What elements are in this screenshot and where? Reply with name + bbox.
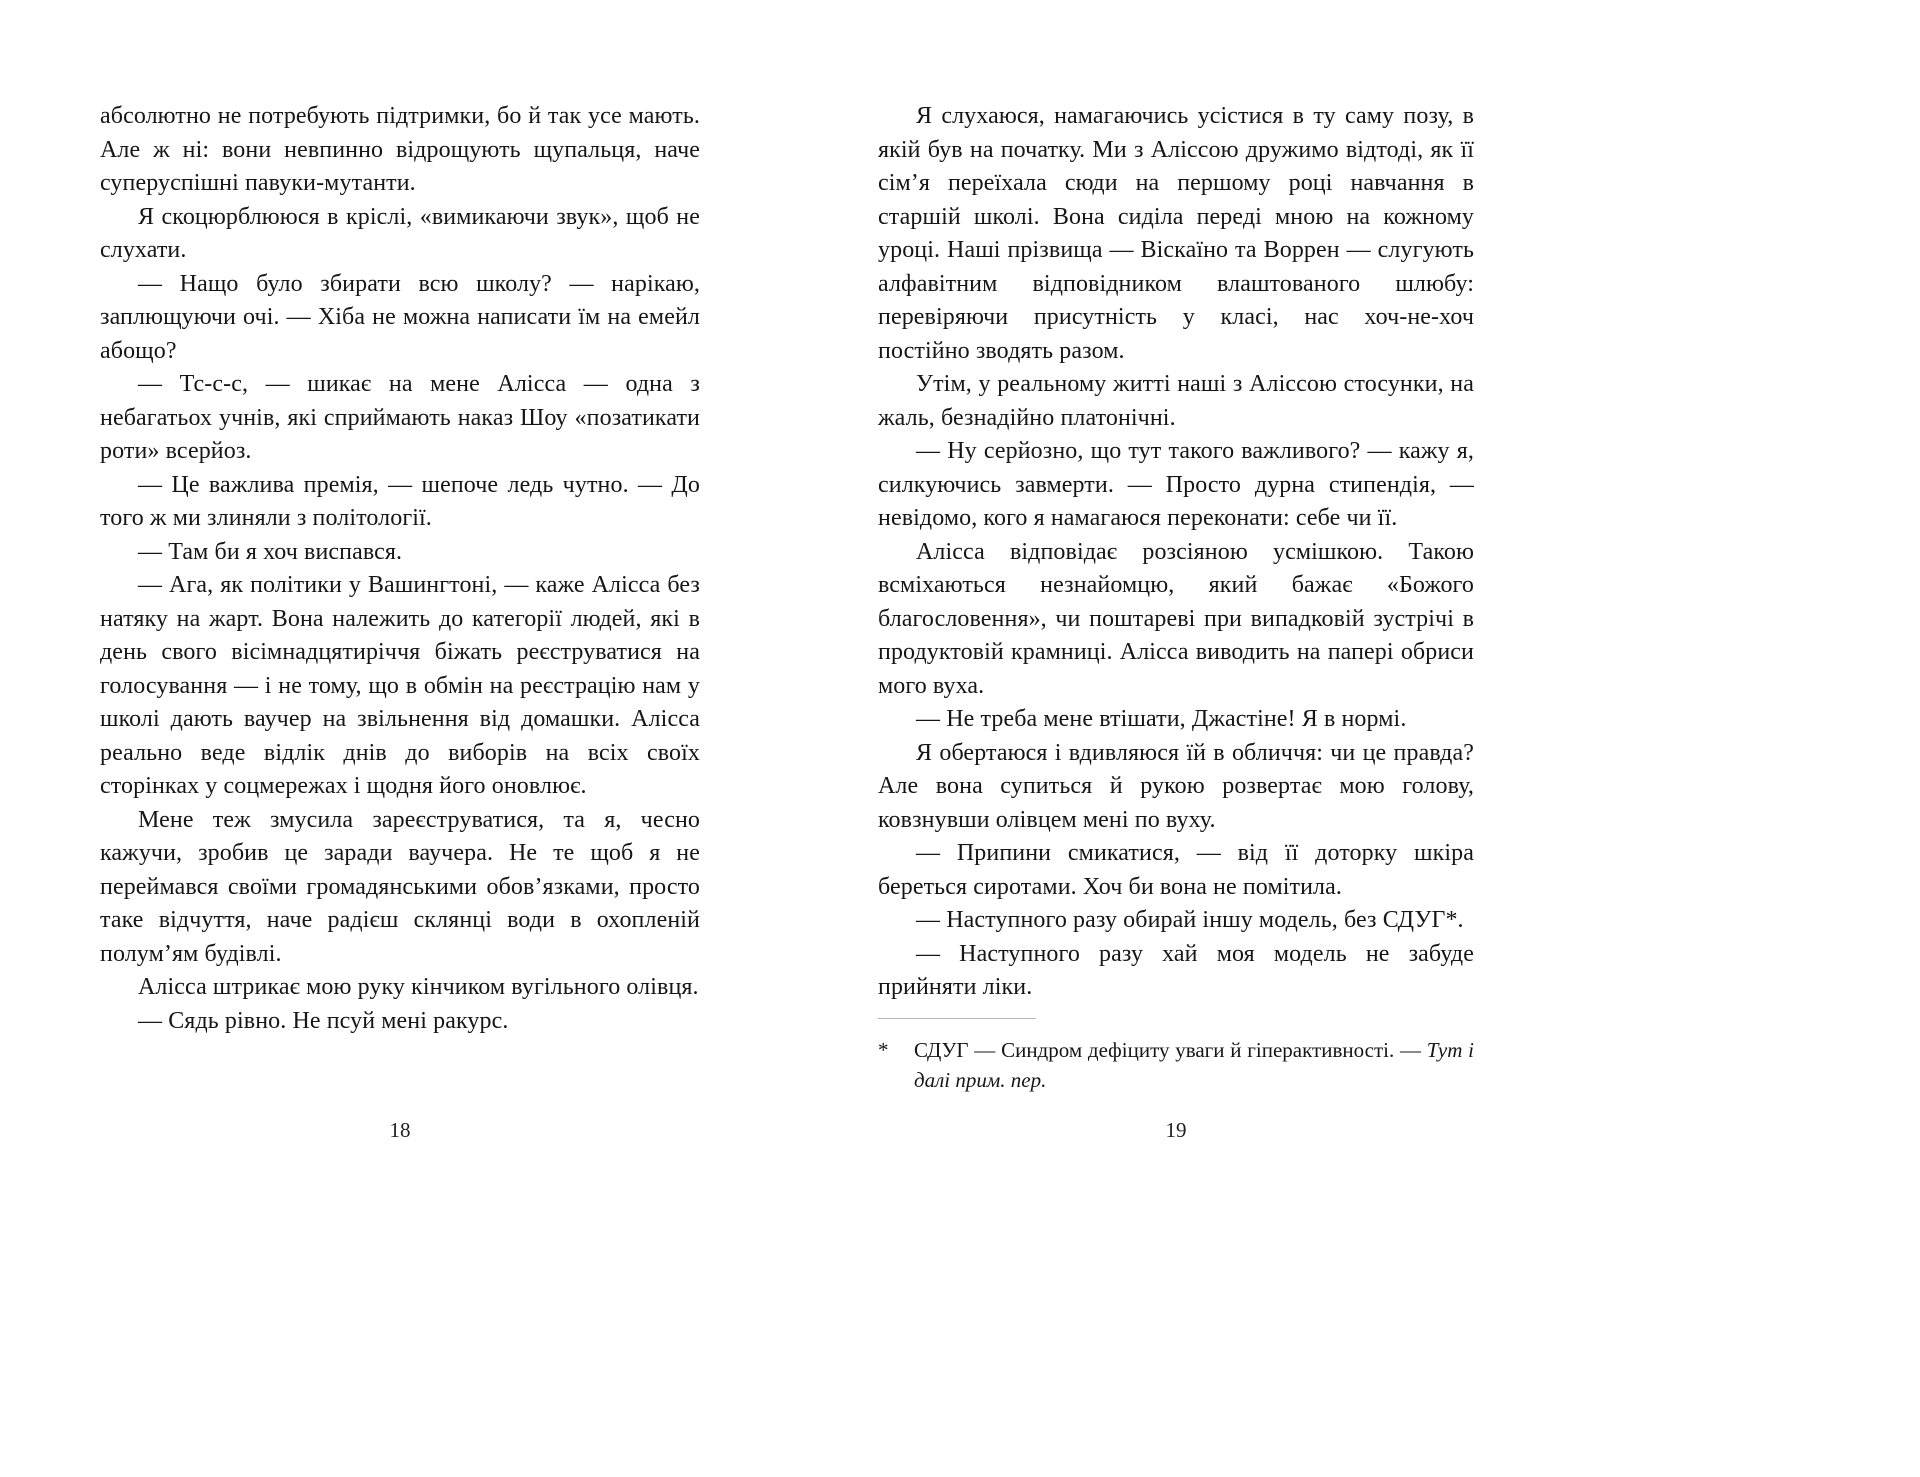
footnote-area [878, 1018, 1474, 1095]
footnote-italic-text: Тут і далі прим. пер. [914, 1038, 1475, 1092]
paragraph: Я скоцюрблююся в кріслі, «вимикаючи звук», щоб не слухати. [100, 203, 700, 263]
footnote-text [914, 1038, 1474, 1092]
right-page [878, 100, 1474, 1400]
paragraph: Алісса відповідає розсіяною усмішкою. Такою всміхаються незнайомцю, який бажає «Божого благословення», чи поштареві при випадковій зустрічі в продуктовій крамниці. Алісса виводить на папері обриси мого вуха. [878, 538, 1474, 699]
left-page-number: 18 [389, 1118, 411, 1142]
paragraph: — Ага, як політики у Вашингтоні, — каже Алісса без натяку на жарт. Вона належить до категорії людей, які в день свого вісімнадцятиріччя біжать реєструватися на голосування — і не тому, що в обмін на реєстрацію нам у школі дають ваучер на звільнення від домашки. Алісса реально веде відлік днів до виборів на всіх своїх сторінках у соцмережах і щодня його оновлює. [100, 572, 700, 799]
footnote-regular-text: СДУГ — Синдром дефіциту уваги й гіперактивності. — [914, 1038, 1427, 1062]
left-page-text [100, 100, 700, 1038]
left-page [100, 100, 700, 1400]
paragraph: абсолютно не потребують підтримки, бо й так усе мають. Але ж ні: вони невпинно відрощують щупальця, наче суперуспішні павуки-мутанти. [100, 103, 700, 196]
footnote-marker: * [878, 1038, 889, 1062]
paragraph: — Наступного разу обирай іншу модель, без СДУГ*. [916, 907, 1464, 933]
paragraph: — Це важлива премія, — шепоче ледь чутно. — До того ж ми злиняли з політології. [100, 471, 700, 531]
paragraph: — Не треба мене втішати, Джастіне! Я в нормі. [916, 706, 1407, 732]
right-page-text [878, 100, 1474, 1005]
paragraph: Я слухаюся, намагаючись усістися в ту саму позу, в якій був на початку. Ми з Аліссою дружимо відтоді, як її сім’я переїхала сюди на першому році навчання в старшій школі. Вона сиділа переді мною на кожному уроці. Наші прізвища — Віскаїно та Воррен — слугують алфавітним відповідником влаштованого шлюбу: перевіряючи присутність у класі, нас хоч-не-хоч постійно зводять разом. [878, 103, 1474, 364]
paragraph: Мене теж змусила зареєструватися, та я, чесно кажучи, зробив це заради ваучера. Не те щоб я не переймався своїми громадянськими обов’язками, просто таке відчуття, наче радієш склянці води в охопленій полум’ям будівлі. [100, 806, 700, 967]
right-page-number: 19 [1165, 1118, 1187, 1142]
paragraph: Я обертаюся і вдивляюся їй в обличчя: чи це правда? Але вона супиться й рукою розвертає мою голову, ковзнувши олівцем мені по вуху. [878, 739, 1474, 833]
paragraph: — Сядь рівно. Не псуй мені ракурс. [138, 1007, 509, 1034]
paragraph: — Нащо було збирати всю школу? — нарікаю, заплющуючи очі. — Хіба не можна написати їм на емейл абощо? [100, 270, 700, 364]
paragraph: — Там би я хоч виспався. [138, 538, 403, 565]
paragraph: — Припини смикатися, — від її доторку шкіра береться сиротами. Хоч би вона не помітила. [878, 840, 1474, 900]
paragraph: — Наступного разу хай моя модель не забуде прийняти ліки. [878, 940, 1474, 1000]
footnote-divider [878, 1018, 1036, 1019]
paragraph: Алісса штрикає мою руку кінчиком вугільного олівця. [138, 974, 699, 1000]
paragraph: Утім, у реальному житті наші з Аліссою стосунки, на жаль, безнадійно платонічні. [878, 371, 1474, 431]
footnote [878, 1035, 1474, 1095]
paragraph: — Ну серйозно, що тут такого важливого? — кажу я, силкуючись завмерти. — Просто дурна стипендія, — невідомо, кого я намагаюся переконати: себе чи її. [878, 438, 1474, 531]
paragraph: — Тс-с-с, — шикає на мене Алісса — одна з небагатьох учнів, які сприймають наказ Шоу «позатикати роти» всерйоз. [100, 371, 700, 464]
